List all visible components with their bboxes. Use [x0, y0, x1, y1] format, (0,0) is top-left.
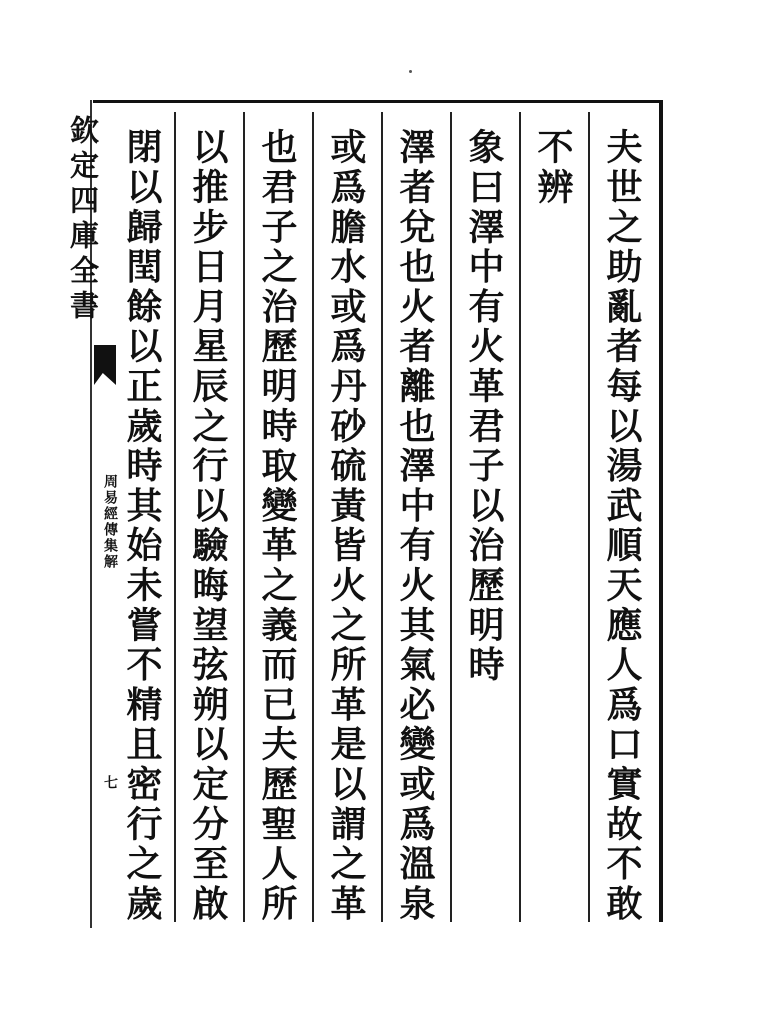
column-rule: [450, 112, 452, 922]
column-rule: [243, 112, 245, 922]
text-column-4: 澤者兌也火者離也澤中有火其氣必變或爲溫泉: [394, 128, 436, 924]
column-rule: [381, 112, 383, 922]
text-column-5: 或爲膽水或爲丹砂硫黃皆火之所革是以謂之革: [325, 128, 367, 924]
text-column-2: 不辨: [532, 128, 574, 208]
text-column-7: 以推步日月星辰之行以驗晦望弦朔以定分至啟: [187, 128, 229, 924]
scan-speck: [409, 70, 412, 73]
page-border: [93, 100, 663, 922]
text-column-3: 象曰澤中有火革君子以治歷明時: [463, 128, 505, 686]
text-column-8: 閉以歸閏餘以正歲時其始未嘗不精且密行之歲: [121, 128, 163, 924]
column-rule: [312, 112, 314, 922]
column-rule: [588, 112, 590, 922]
column-rule: [519, 112, 521, 922]
margin-page-number: 七: [102, 775, 118, 789]
text-column-1: 夫世之助亂者每以湯武順天應人爲口實故不敢: [601, 128, 643, 924]
margin-book-subtitle: 周易經傳集解: [102, 474, 118, 570]
margin-book-title: 欽定四庫全書: [66, 115, 100, 325]
column-rule: [174, 112, 176, 922]
text-column-6: 也君子之治歷明時取變革之義而已夫歷聖人所: [256, 128, 298, 924]
